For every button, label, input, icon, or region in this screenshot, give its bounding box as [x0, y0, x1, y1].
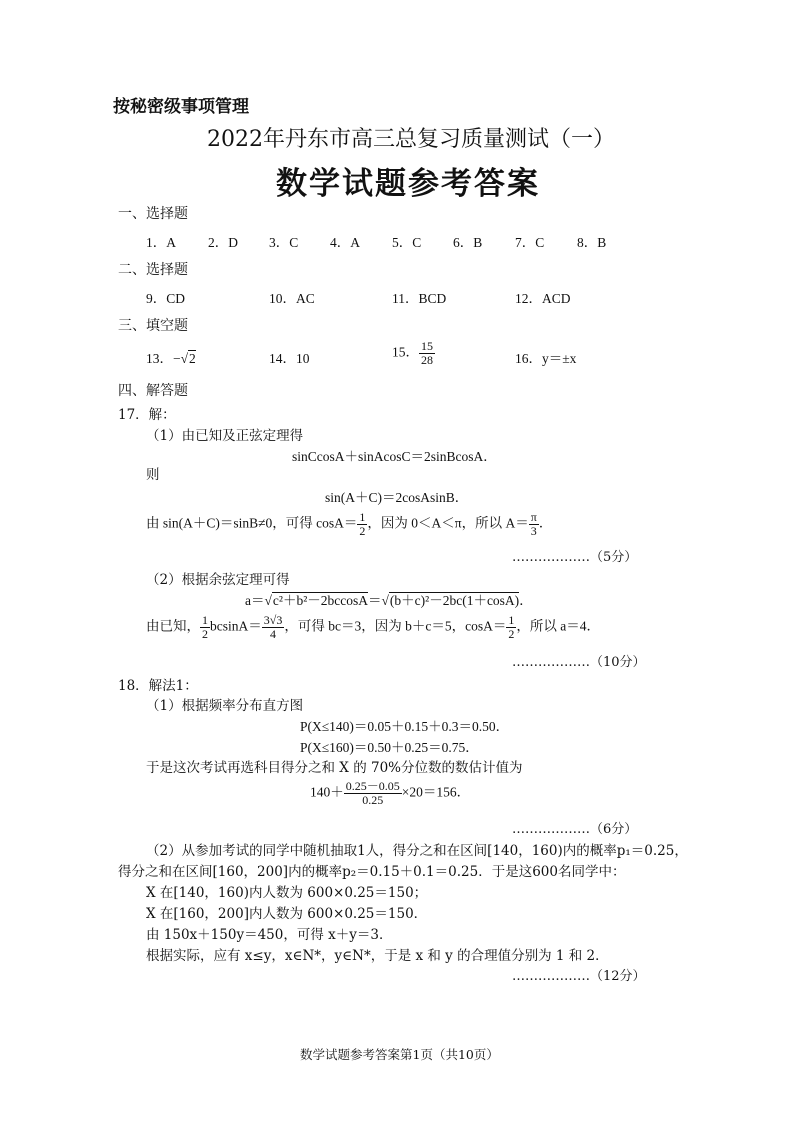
q17-eq2: sin(A＋C)＝2cosAsinB． [325, 490, 469, 505]
q18-text1: 于是这次考试再选科目得分之和 X 的 70%分位数的数估计值为 [146, 760, 523, 776]
answer-12: 12．ACD [515, 291, 571, 306]
q18-part2-line6: 根据实际，应有 x≤y，x∈N*，y∈N*，于是 x 和 y 的合理值分别为 1 和 2． [146, 948, 609, 964]
radicand: c²＋b²－2bccosA [272, 593, 368, 608]
q17-eq4-end: ． [519, 593, 533, 608]
section-heading-solutions: 四、解答题 [118, 383, 188, 399]
q17-eq4: a＝√c²＋b²－2bccosA＝√(b＋c)²－2bc(1＋cosA)． [245, 593, 533, 608]
answer-9: 9．CD [146, 291, 186, 306]
answer-5: 5．C [392, 235, 422, 250]
answer-14: 14．10 [269, 351, 310, 366]
q18-eq3-text: 140＋ [310, 784, 344, 800]
q17-eq3-text2: ，因为 0＜A＜π，所以 A＝ [367, 515, 529, 531]
fraction-numerator: π [530, 510, 537, 524]
answer-4: 4．A [330, 235, 360, 250]
fraction-numerator: 1 [359, 510, 366, 524]
q17-label: 17．解： [118, 407, 176, 423]
q18-eq3 [310, 780, 470, 807]
q18-part2-line1: （2）从参加考试的同学中随机抽取1人，得分之和在区间[140，160)内的概率p₁＝0.25， [146, 843, 688, 859]
q17-eq3 [146, 511, 552, 538]
q18-eq3-end: ×20＝156． [401, 784, 471, 800]
q17-eq5-end: ，所以 a＝4． [516, 618, 600, 634]
answer-7: 7．C [515, 235, 545, 250]
q17-eq1: sinCcosA＋sinAcosC＝2sinBcosA． [292, 449, 497, 464]
answer-15-denominator: 28 [421, 353, 433, 367]
q17-eq4-text: a＝ [245, 593, 265, 608]
answer-15-prefix: 15． [392, 344, 419, 360]
q18-part1-intro: （1）根据频率分布直方图 [146, 698, 304, 714]
answer-8: 8．B [577, 235, 607, 250]
answer-11: 11．BCD [392, 291, 447, 306]
answer-13: 13．−√2 [146, 351, 196, 366]
q17-eq3-text: 由 sin(A＋C)＝sinB≠0，可得 cosA＝ [146, 515, 358, 531]
q18-part2-line5: 由 150x＋150y＝450，可得 x＋y＝3． [146, 927, 393, 943]
q17-then: 则 [146, 467, 160, 483]
answer-3: 3．C [269, 235, 299, 250]
q17-eq3-end: ． [538, 515, 553, 531]
answer-13-prefix: 13． [146, 351, 173, 366]
q17-score-1: ………………（5分） [512, 550, 638, 565]
equals: ＝ [368, 593, 382, 608]
page-footer: 数学试题参考答案第1页（共10页） [300, 1047, 499, 1062]
answer-6: 6．B [453, 235, 483, 250]
answer-2: 2．D [208, 235, 238, 250]
q18-label: 18．解法1： [118, 678, 198, 694]
section-heading-choice: 一、选择题 [118, 206, 188, 222]
q18-part2-line3: X 在[140，160)内人数为 600×0.25＝150； [146, 885, 428, 901]
confidential-label: 按秘密级事项管理 [113, 97, 249, 117]
fraction-denominator: 2 [508, 627, 515, 641]
fraction-numerator: 1 [508, 613, 515, 627]
answer-13-radicand: 2 [189, 351, 196, 366]
q18-part2-line4: X 在[160，200]内人数为 600×0.25＝150． [146, 906, 428, 922]
answer-16: 16．y＝±x [515, 351, 577, 366]
q18-eq1: P(X≤140)＝0.05＋0.15＋0.3＝0.50． [300, 719, 510, 734]
fraction-denominator: 3 [530, 524, 537, 538]
q18-part2-line2: 得分之和在区间[160，200]内的概率p₂＝0.15＋0.1＝0.25．于是这600名同学中： [118, 864, 626, 880]
exam-title: 2022年丹东市高三总复习质量测试（一） [207, 127, 615, 152]
answer-15 [392, 340, 435, 367]
answer-15-numerator: 15 [421, 339, 433, 353]
answer-1: 1．A [146, 235, 176, 250]
q17-eq5-text2: bcsinA＝ [210, 618, 262, 634]
q18-eq2: P(X≤160)＝0.50＋0.25＝0.75． [300, 740, 479, 755]
q17-eq5-text3: ，可得 bc＝3，因为 b＋c＝5，cosA＝ [284, 618, 507, 634]
q17-score-2: ………………（10分） [512, 655, 646, 670]
fraction-denominator: 4 [270, 627, 277, 641]
fraction-numerator: 1 [202, 613, 208, 627]
fraction-numerator: 3√3 [263, 613, 283, 627]
q18-score-1: ………………（6分） [512, 822, 638, 837]
section-heading-multi: 二、选择题 [118, 262, 188, 278]
q18-score-2: ………………（12分） [512, 969, 646, 984]
q17-eq5 [146, 614, 600, 641]
answer-10: 10．AC [269, 291, 315, 306]
section-heading-fill: 三、填空题 [118, 318, 188, 334]
radicand: (b＋c)²－2bc(1＋cosA) [389, 593, 520, 608]
q17-part2-intro: （2）根据余弦定理可得 [146, 572, 290, 588]
answer-13-sign: − [173, 351, 181, 366]
fraction-numerator: 0.25－0.05 [345, 779, 400, 793]
page-title: 数学试题参考答案 [276, 166, 540, 202]
fraction-denominator: 0.25 [362, 793, 384, 807]
q17-eq5-text: 由已知， [146, 618, 200, 634]
fraction-denominator: 2 [202, 627, 208, 641]
fraction-denominator: 2 [359, 524, 366, 538]
q17-part1-intro: （1）由已知及正弦定理得 [146, 428, 304, 444]
